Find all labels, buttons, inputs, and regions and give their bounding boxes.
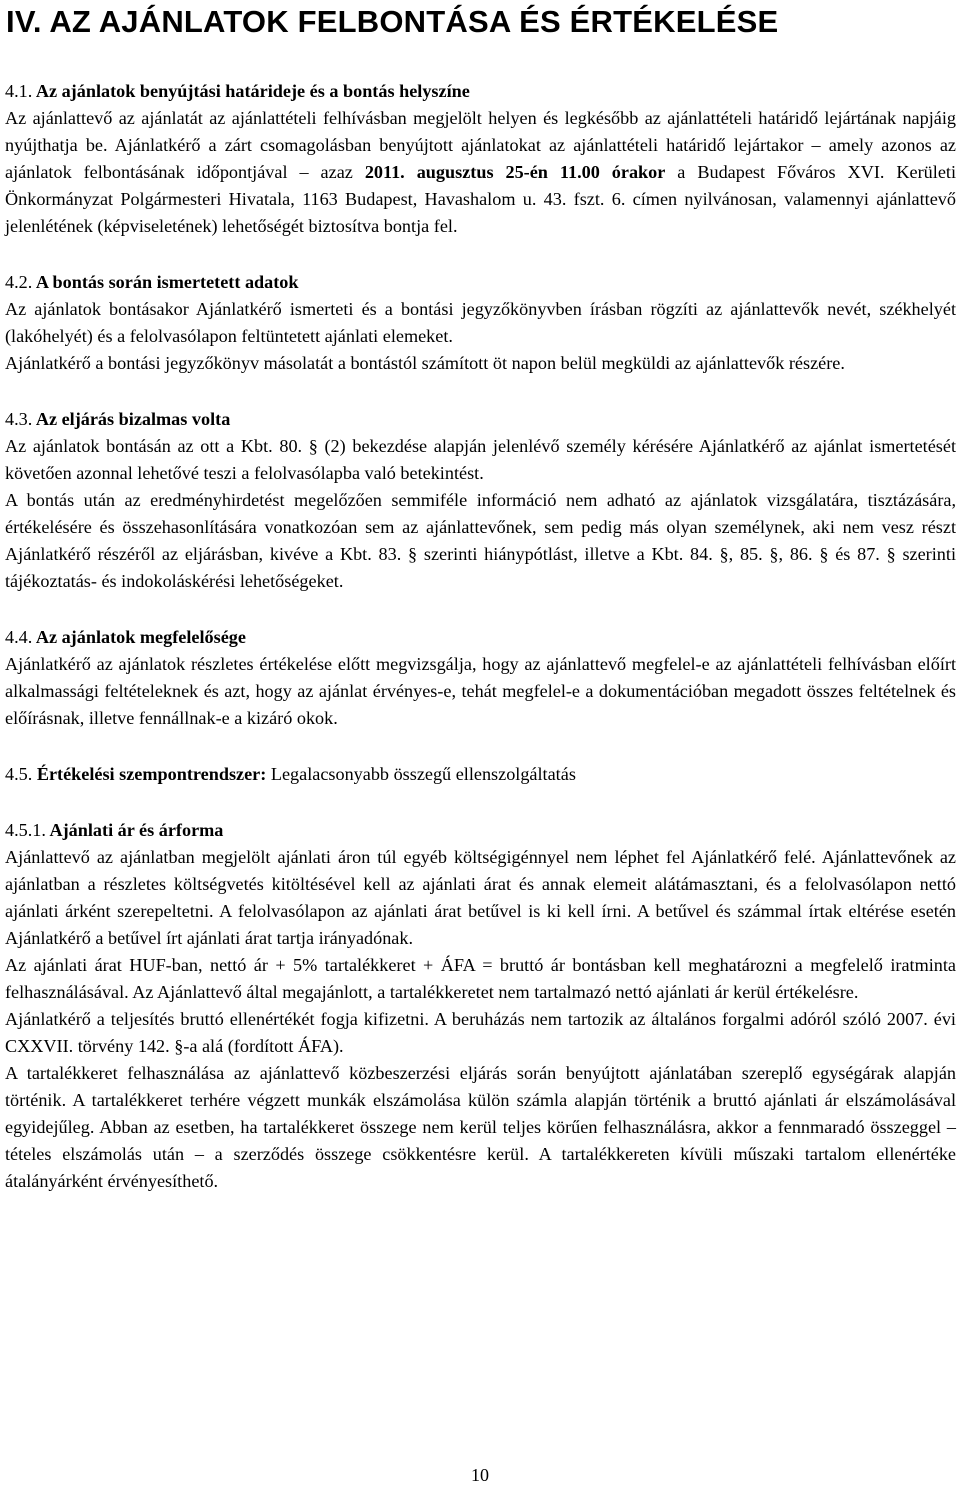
section-4-5-heading xyxy=(0,761,958,788)
section-4-1-heading xyxy=(0,78,958,105)
spacer xyxy=(0,732,958,761)
section-title: Az eljárás bizalmas volta xyxy=(35,409,231,429)
section-number: 4.1. xyxy=(5,81,33,101)
section-number: 4.3. xyxy=(5,409,33,429)
paragraph-text: Az ajánlattevő az ajánlatát az ajánlattételi felhívásban megjelölt helyen és legkésőbb az ajánlattételi határidő lejártának napjáig nyújthatja be. Ajánlatkérő a zárt csomagolásban benyújtott ajánlatokat az ajánlattételi határidő lejártakor – amely azonos az ajánlatok felbontásának időpontjával – azaz xyxy=(5,108,956,182)
section-title: Az ajánlatok megfelelősége xyxy=(35,627,246,647)
paragraph-text: a Budapest Főváros XVI. Kerületi Önkormányzat Polgármesteri Hivatala, 1163 Budapest, Havashalom u. 43. fszt. 6. címen nyilvánosan, valamennyi ajánlattevő jelenlétének (képviseletének) lehetőségét biztosítva bontja fel. xyxy=(5,162,956,236)
spacer xyxy=(0,595,958,624)
section-4-1-paragraph xyxy=(0,105,958,240)
page-number: 10 xyxy=(471,1465,489,1485)
deadline-text: 2011. augusztus 25-én 11.00 órakor xyxy=(364,162,666,182)
evaluation-criterion: Legalacsonyabb összegű ellenszolgáltatás xyxy=(266,764,576,784)
section-number: 4.4. xyxy=(5,627,33,647)
section-4-5-1-paragraph-1: Ajánlattevő az ajánlatban megjelölt ajánlati áron túl egyéb költségigénnyel nem léphet fel Ajánlatkérő felé. Ajánlattevőnek az ajánlatban a részletes költségvetés kitöltésével kell az ajánlati árat és annak elemeit alátámasztani, és a felolvasólapon nettó ajánlati árként szerepeltetni. A felolvasólapon az ajánlati árat betűvel is ki kell írni. A betűvel és számmal írtak eltérése esetén Ajánlatkérő a betűvel írt ajánlati árat tartja irányadónak. xyxy=(5,847,956,948)
document-body xyxy=(0,78,958,1195)
section-number: 4.2. xyxy=(5,272,33,292)
section-title: Az ajánlatok benyújtási határideje és a bontás helyszíne xyxy=(35,81,470,101)
section-4-2-heading xyxy=(0,269,958,296)
section-4-3-paragraph-2: A bontás után az eredményhirdetést megelőzően semmiféle információ nem adható az ajánlatok vizsgálatára, tisztázására, értékelésére és összehasonlítására vonatkozóan sem az ajánlattevőnek, sem pedig más olyan személynek, aki nem vesz részt Ajánlatkérő részéről az eljárásban, kivéve a Kbt. 83. § szerinti hiánypótlást, illetve a Kbt. 84. §, 85. §, 86. § és 87. § szerinti tájékoztatás- és indokoláskérési lehetőségeket. xyxy=(5,490,956,591)
section-number: 4.5.1. xyxy=(5,820,46,840)
spacer xyxy=(0,788,958,817)
section-number: 4.5. xyxy=(5,764,33,784)
section-4-5-1-paragraph-4: A tartalékkeret felhasználása az ajánlattevő közbeszerzési eljárás során benyújtott ajánlatában szereplő egységárak alapján történik. A tartalékkeret terhére végzett munkák elszámolása külön számla alapján történik a bruttó ajánlati ár elszámolásával egyidejűleg. Abban az esetben, ha tartalékkeret összege nem kerül teljes körűen felhasználásra, akkor a fennmaradó összeggel – tételes elszámolás után – a szerződés összege csökkentésre kerül. A tartalékkereten kívüli műszaki tartalom ellenértéke átalányárként érvényesíthető. xyxy=(5,1063,956,1191)
section-4-5-1-heading xyxy=(0,817,958,844)
section-title: Ajánlati ár és árforma xyxy=(49,820,224,840)
section-4-5-1-paragraph-2: Az ajánlati árat HUF-ban, nettó ár + 5% tartalékkeret + ÁFA = bruttó ár bontásban kell meghatározni a megfelelő iratminta felhasználásával. Az Ajánlattevő által megajánlott, a tartalékkeretet nem tartalmazó nettó ajánlati ár kerül értékelésre. xyxy=(5,955,956,1002)
section-4-4-heading xyxy=(0,624,958,651)
section-4-4-paragraph: Ajánlatkérő az ajánlatok részletes értékelése előtt megvizsgálja, hogy az ajánlattevő megfelel-e az ajánlattételi felhívásban előírt alkalmassági feltételeknek és azt, hogy az ajánlat érvényes-e, tehát megfelel-e a dokumentációban megadott összes feltételnek és előírásnak, illetve fennállnak-e a kizáró okok. xyxy=(5,654,956,728)
section-title: A bontás során ismertetett adatok xyxy=(35,272,299,292)
spacer xyxy=(0,377,958,406)
section-4-3-paragraph-1: Az ajánlatok bontásán az ott a Kbt. 80. § (2) bekezdése alapján jelenlévő személy kérésére Ajánlatkérő az ajánlat ismertetését követően azonnal lehetővé teszi a felolvasólapba való betekintést. xyxy=(5,436,956,483)
page-title: IV. AZ AJÁNLATOK FELBONTÁSA ÉS ÉRTÉKELÉSE xyxy=(6,4,779,39)
section-4-3-heading xyxy=(0,406,958,433)
section-4-2-paragraph-2: Ajánlatkérő a bontási jegyzőkönyv másolatát a bontástól számított öt napon belül megküldi az ajánlattevők részére. xyxy=(5,353,845,373)
section-title: Értékelési szempontrendszer: xyxy=(36,764,267,784)
spacer xyxy=(0,240,958,269)
section-4-2-paragraph-1: Az ajánlatok bontásakor Ajánlatkérő ismerteti és a bontási jegyzőkönyvben írásban rögzíti az ajánlattevők nevét, székhelyét (lakóhelyét) és a felolvasólapon feltüntetett ajánlati elemeket. xyxy=(5,299,956,346)
section-4-5-1-paragraph-3: Ajánlatkérő a teljesítés bruttó ellenértékét fogja kifizetni. A beruházás nem tartozik az általános forgalmi adóról szóló 2007. évi CXXVII. törvény 142. §-a alá (fordított ÁFA). xyxy=(5,1009,956,1056)
